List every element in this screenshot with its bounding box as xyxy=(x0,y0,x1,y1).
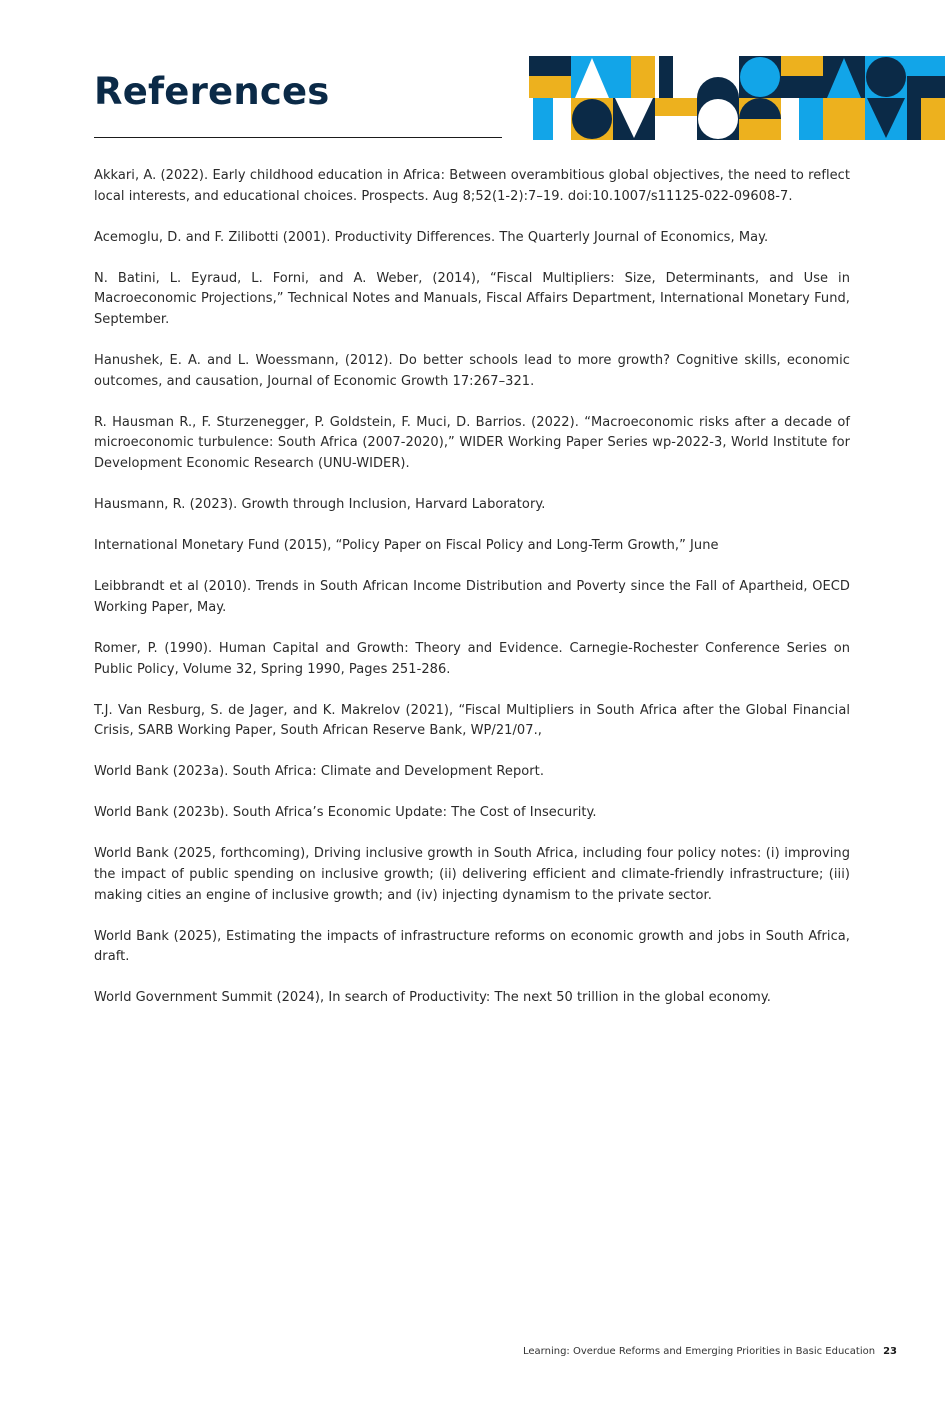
page-title: References xyxy=(94,70,330,113)
banner-row-bottom xyxy=(529,98,945,140)
geometric-pattern-banner xyxy=(529,56,945,140)
reference-list xyxy=(94,166,850,1030)
reference-item: Akkari, A. (2022). Early childhood education in Africa: Between overambitious global objectives, the need to reflect local interests, and educational choices. Prospects. Aug 8;52(1-2):7–19. doi:10.1007/s11125-022-09608-7. xyxy=(94,168,850,204)
reference-item: Hausmann, R. (2023). Growth through Inclusion, Harvard Laboratory. xyxy=(94,497,546,513)
reference-item: Hanushek, E. A. and L. Woessmann, (2012). Do better schools lead to more growth? Cognitive skills, economic outcomes, and causation, Journal of Economic Growth 17:267–321. xyxy=(94,353,850,389)
reference-item: World Government Summit (2024), In search of Productivity: The next 50 trillion in the global economy. xyxy=(94,990,771,1006)
running-title: Learning: Overdue Reforms and Emerging Priorities in Basic Education xyxy=(523,1346,876,1357)
title-divider xyxy=(94,137,502,138)
reference-item: R. Hausman R., F. Sturzenegger, P. Goldstein, F. Muci, D. Barrios. (2022). “Macroeconomic risks after a decade of microeconomic turbulence: South Africa (2007-2020),” WIDER Working Paper Series wp-2022-3, World Institute for Development Economic Research (UNU-WIDER). xyxy=(94,414,850,471)
reference-item: International Monetary Fund (2015), “Policy Paper on Fiscal Policy and Long-Term Growth,” June xyxy=(94,538,719,554)
reference-item: World Bank (2023a). South Africa: Climate and Development Report. xyxy=(94,764,545,780)
reference-item: World Bank (2023b). South Africa’s Economic Update: The Cost of Insecurity. xyxy=(94,805,597,821)
page-footer xyxy=(523,1346,897,1357)
reference-item: Romer, P. (1990). Human Capital and Growth: Theory and Evidence. Carnegie-Rochester Conference Series on Public Policy, Volume 32, Spring 1990, Pages 251-286. xyxy=(94,640,850,677)
reference-item: World Bank (2025, forthcoming), Driving inclusive growth in South Africa, including four policy notes: (i) improving the impact of public spending on inclusive growth; (ii) delivering efficient and climate-friendly infrastructure; (iii) making cities an engine of inclusive growth; and (iv) injecting dynamism to the private sector. xyxy=(94,846,850,903)
reference-item: Leibbrandt et al (2010). Trends in South African Income Distribution and Poverty since the Fall of Apartheid, OECD Working Paper, May. xyxy=(94,579,850,615)
banner-row-top xyxy=(529,56,945,98)
reference-item: T.J. Van Resburg, S. de Jager, and K. Makrelov (2021), “Fiscal Multipliers in South Africa after the Global Financial Crisis, SARB Working Paper, South African Reserve Bank, WP/21/07., xyxy=(94,702,850,739)
page-number: 23 xyxy=(883,1346,897,1357)
reference-item: N. Batini, L. Eyraud, L. Forni, and A. Weber, (2014), “Fiscal Multipliers: Size, Determinants, and Use in Macroeconomic Projections,” Technical Notes and Manuals, Fiscal Affairs Department, International Monetary Fund, September. xyxy=(94,270,850,327)
reference-item: World Bank (2025), Estimating the impacts of infrastructure reforms on economic growth and jobs in South Africa, draft. xyxy=(94,928,850,965)
reference-item: Acemoglu, D. and F. Zilibotti (2001). Productivity Differences. The Quarterly Journal of Economics, May. xyxy=(94,229,769,245)
